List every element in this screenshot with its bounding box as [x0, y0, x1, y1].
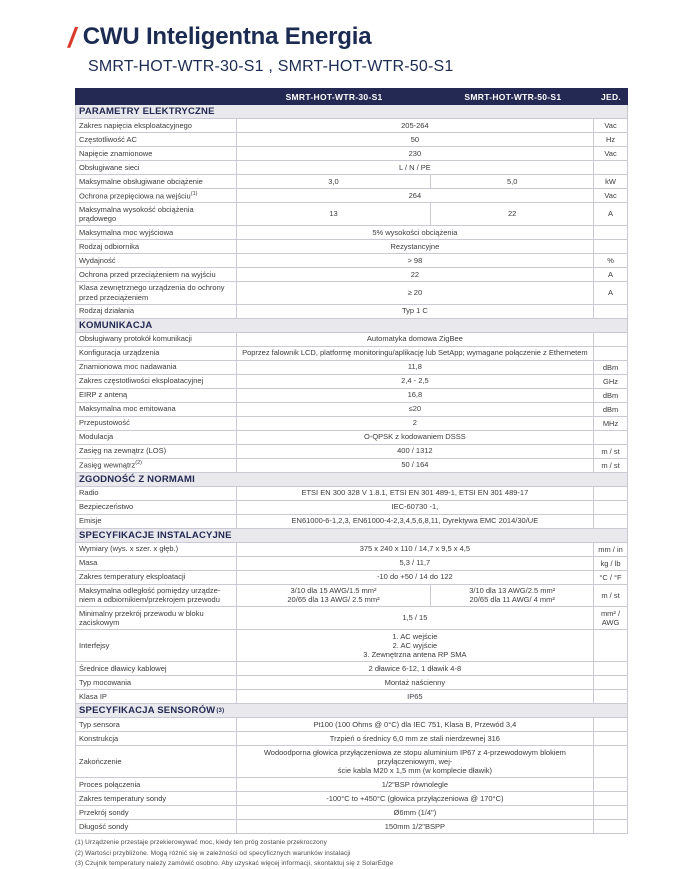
row-unit	[594, 305, 627, 318]
row-value-model-30: 3,0	[237, 175, 432, 188]
table-row	[76, 543, 627, 557]
row-unit	[594, 820, 627, 833]
row-label: Klasa IP	[76, 690, 237, 703]
row-label: Ochrona przepięciowa na wejściu$^{(1)}$	[76, 189, 237, 202]
row-value: -100°C to +450°C (głowica przyłączeniowa @ 170°C)	[237, 792, 594, 805]
table-row	[76, 147, 627, 161]
row-unit: Vac	[604, 121, 617, 130]
row-label: Zakończenie	[76, 746, 237, 777]
row-unit: %	[607, 255, 614, 265]
row-unit: MHz	[602, 418, 619, 428]
footnote-line: (1) Urządzenie przestaje przekierowywać moc, kiedy ten próg zostanie przekroczony	[75, 839, 327, 847]
row-unit: A	[608, 288, 614, 298]
table-row	[76, 662, 627, 676]
table-row	[76, 389, 627, 403]
footnote-line: (3) Czujnik temperatury należy zamówić osobno. Aby uzyskać więcej informacji, skontaktuj się z SolarEdge	[75, 860, 394, 868]
row-value: Trzpień o średnicy 6,0 mm ze stali nierdzewnej 316	[237, 732, 594, 745]
row-value: 264	[237, 189, 594, 202]
row-value-model-50: 5,0	[431, 175, 594, 188]
table-row	[76, 375, 627, 389]
row-label: Zakres napięcia eksploatacyjnego	[76, 119, 237, 132]
row-unit: dBm	[602, 390, 619, 400]
row-unit	[594, 515, 627, 528]
page-title: CWU Inteligentna Energia	[82, 23, 372, 50]
row-value: O-QPSK z kodowaniem DSSS	[237, 431, 594, 444]
row-value: 50	[237, 133, 594, 146]
row-label: Obsługiwany protokół komunikacji	[76, 333, 237, 346]
row-label: Minimalny przekrój przewodu w bloku zaciskowym	[76, 607, 237, 629]
section-header: KOMUNIKACJA	[76, 319, 627, 333]
brand-slash-icon: /	[68, 22, 76, 53]
row-unit: mm² / AWG	[600, 609, 621, 628]
table-row	[76, 732, 627, 746]
table-row	[76, 133, 627, 147]
row-label: EIRP z anteną	[76, 389, 237, 402]
row-unit: dBm	[602, 362, 619, 372]
table-row	[76, 347, 627, 361]
table-row	[76, 203, 627, 226]
row-label: Zakres częstotliwości eksploatacyjnej	[76, 375, 237, 388]
row-unit: GHz	[603, 376, 619, 386]
row-unit	[594, 662, 627, 675]
row-unit: dBm	[602, 404, 619, 414]
row-unit	[594, 431, 627, 444]
row-label: Radio	[76, 487, 237, 500]
row-label: Modulacja	[76, 431, 237, 444]
table-row	[76, 585, 627, 608]
table-row	[76, 445, 627, 459]
table-row	[76, 630, 627, 662]
row-label: Długość sondy	[76, 820, 237, 833]
row-label: Ochrona przed przeciążeniem na wyjściu	[76, 268, 237, 281]
row-value: EN61000-6-1,2,3, EN61000-4-2,3,4,5,6,8,11, Dyrektywa EMC 2014/30/UE	[237, 515, 594, 528]
row-value: -10 do +50 / 14 do 122	[237, 571, 594, 584]
page-subtitle: SMRT-HOT-WTR-30-S1 , SMRT-HOT-WTR-50-S1	[88, 58, 454, 75]
section-header: PARAMETRY ELEKTRYCZNE	[76, 105, 627, 119]
row-value: 150mm 1/2"BSPP	[237, 820, 594, 833]
row-unit: Vac	[604, 191, 617, 200]
row-value: L / N / PE	[237, 161, 594, 174]
row-value: 1,5 / 15	[237, 607, 594, 629]
row-label: Interfejsy	[76, 630, 237, 661]
row-value: ≥ 20	[237, 282, 594, 304]
row-label: Maksymalne obsługiwane obciążenie	[76, 175, 237, 188]
table-row	[76, 119, 627, 133]
row-value: 2	[237, 417, 594, 430]
row-value: Rezystancyjne	[237, 240, 594, 253]
table-row	[76, 487, 627, 501]
table-row	[76, 361, 627, 375]
row-label: Klasa zewnętrznego urządzenia do ochrony przed przeciążeniem	[76, 282, 237, 304]
row-value: Typ 1 C	[237, 305, 594, 318]
row-unit	[594, 161, 627, 174]
row-value: 11,8	[237, 361, 594, 374]
row-value: Automatyka domowa ZigBee	[237, 333, 594, 346]
table-body	[76, 105, 627, 834]
table-row	[76, 718, 627, 732]
table-row	[76, 501, 627, 515]
row-value: 22	[237, 268, 594, 281]
row-value: IEC-60730 -1,	[237, 501, 594, 514]
row-value: 1. AC wejście 2. AC wyjście 3. Zewnętrzna antena RP SMA	[237, 630, 594, 661]
row-value: 16,8	[237, 389, 594, 402]
row-unit: Vac	[604, 149, 617, 158]
row-unit	[594, 676, 627, 689]
table-row	[76, 226, 627, 240]
row-label: Maksymalna moc emitowana	[76, 403, 237, 416]
table-header-row	[75, 88, 628, 105]
table-row	[76, 820, 627, 834]
row-value: Poprzez falownik LCD, platformę monitoringu/aplikację lub SetApp; wymagane połączenie z Ethernetem	[237, 347, 594, 360]
page-header	[68, 24, 628, 52]
row-value-model-50: 22	[431, 203, 594, 225]
row-label: Zasięg wewnątrz$^{(2)}$	[76, 459, 237, 472]
row-unit: °C / °F	[599, 572, 622, 582]
row-value: ETSI EN 300 328 V 1.8.1, ETSI EN 301 489-1, ETSI EN 301 489-17	[237, 487, 594, 500]
row-unit	[594, 630, 627, 661]
table-row	[76, 557, 627, 571]
table-row	[76, 676, 627, 690]
row-label: Zasięg na zewnątrz (LOS)	[76, 445, 237, 458]
row-value: Pt100 (100 Ohms @ 0°C) dla IEC 751, Klasa B, Przewód 3,4	[237, 718, 594, 731]
row-unit	[594, 333, 627, 346]
row-unit	[594, 778, 627, 791]
table-row	[76, 417, 627, 431]
row-label: Konstrukcja	[76, 732, 237, 745]
row-label: Rodzaj odbiornika	[76, 240, 237, 253]
table-row	[76, 806, 627, 820]
row-unit	[594, 732, 627, 745]
row-label: Napięcie znamionowe	[76, 147, 237, 160]
table-row	[76, 403, 627, 417]
row-value: IP65	[237, 690, 594, 703]
row-unit: kg / lb	[600, 558, 621, 568]
table-row	[76, 175, 627, 189]
row-unit	[594, 718, 627, 731]
row-value-model-30: 13	[237, 203, 432, 225]
table-row	[76, 305, 627, 319]
table-row	[76, 254, 627, 268]
table-header-model-30: SMRT-HOT-WTR-30-S1	[285, 91, 383, 102]
table-row	[76, 607, 627, 630]
table-row	[76, 515, 627, 529]
table-row	[76, 571, 627, 585]
row-label: Konfiguracja urządzenia	[76, 347, 237, 360]
row-unit: kW	[605, 177, 616, 186]
row-value: 2,4 - 2,5	[237, 375, 594, 388]
row-unit	[594, 487, 627, 500]
row-unit: m / st	[601, 446, 620, 456]
row-label: Wymiary (wys. x szer. x głęb.)	[76, 543, 237, 556]
table-header-model-50: SMRT-HOT-WTR-50-S1	[464, 91, 562, 102]
table-row	[76, 431, 627, 445]
row-value: 230	[237, 147, 594, 160]
row-label: Typ sensora	[76, 718, 237, 731]
row-label: Rodzaj działania	[76, 305, 237, 318]
row-value: Montaż naścienny	[237, 676, 594, 689]
row-label: Typ mocowania	[76, 676, 237, 689]
row-value: > 98	[237, 254, 594, 267]
table-row	[76, 282, 627, 305]
section-header: ZGODNOŚĆ Z NORMAMI	[76, 473, 627, 487]
footnotes	[75, 838, 628, 869]
table-row	[76, 240, 627, 254]
row-label: Zakres temperatury eksploatacji	[76, 571, 237, 584]
table-row	[76, 189, 627, 203]
row-value: 400 / 1312	[237, 445, 594, 458]
table-header-unit: JED.	[601, 91, 622, 102]
row-unit: A	[608, 269, 614, 279]
table-row	[76, 333, 627, 347]
row-label: Zakres temperatury sondy	[76, 792, 237, 805]
row-unit: A	[608, 209, 614, 219]
row-value: Ø6mm (1/4")	[237, 806, 594, 819]
row-value: ≤20	[237, 403, 594, 416]
row-unit	[594, 347, 627, 360]
row-label: Znamionowa moc nadawania	[76, 361, 237, 374]
table-row	[76, 690, 627, 704]
table-row	[76, 746, 627, 778]
table-row	[76, 268, 627, 282]
row-unit: m / st	[601, 460, 620, 470]
table-row	[76, 161, 627, 175]
row-label: Masa	[76, 557, 237, 570]
row-unit	[594, 746, 627, 777]
row-unit	[594, 806, 627, 819]
row-value-model-30: 3/10 dla 15 AWG/1.5 mm² 20/65 dla 13 AWG/ 2.5 mm²	[237, 585, 432, 607]
row-label: Maksymalna moc wyjściowa	[76, 226, 237, 239]
row-value: 1/2"BSP równolegle	[237, 778, 594, 791]
row-label: Wydajność	[76, 254, 237, 267]
row-unit	[594, 792, 627, 805]
section-header: SPECYFIKACJE INSTALACYJNE	[76, 529, 627, 543]
row-label: Obsługiwane sieci	[76, 161, 237, 174]
row-unit: m / st	[601, 590, 620, 600]
row-label: Bezpieczeństwo	[76, 501, 237, 514]
row-unit	[594, 690, 627, 703]
row-value: 205-264	[237, 119, 594, 132]
row-label: Przepustowość	[76, 417, 237, 430]
row-label: Emisje	[76, 515, 237, 528]
row-label: Proces połączenia	[76, 778, 237, 791]
row-unit: Hz	[605, 135, 616, 144]
row-unit: mm / in	[598, 544, 623, 554]
row-value-model-50: 3/10 dla 13 AWG/2.5 mm² 20/65 dla 11 AWG/ 4 mm²	[431, 585, 594, 607]
row-label: Maksymalna wysokość obciążenia prądowego	[76, 203, 237, 225]
row-value: Wodoodporna głowica przyłączeniowa ze stopu aluminium IP67 z 4-przewodowym blokiem przyłączeniowym, wej- ście kabla M20 x 1,5 mm (w komplecie dławik)	[237, 746, 594, 777]
row-value: 5,3 / 11,7	[237, 557, 594, 570]
row-label: Maksymalna odległość pomiędzy urządze- niem a odbiornikiem/przekrojem przewodu	[76, 585, 237, 607]
row-value: 2 dławice 6-12, 1 dławik 4-8	[237, 662, 594, 675]
table-row	[76, 778, 627, 792]
row-label: Przekrój sondy	[76, 806, 237, 819]
table-row	[76, 792, 627, 806]
table-row	[76, 459, 627, 473]
row-value: 375 x 240 x 110 / 14,7 x 9,5 x 4,5	[237, 543, 594, 556]
row-value: 5% wysokości obciążenia	[237, 226, 594, 239]
row-unit	[594, 501, 627, 514]
row-unit	[594, 226, 627, 239]
row-unit	[594, 240, 627, 253]
row-label: Średnice dławicy kablowej	[76, 662, 237, 675]
section-header: SPECYFIKACJA SENSORÓW (3)	[76, 704, 627, 718]
footnote-line: (2) Wartości przybliżone. Mogą różnić się w zależności od specyficznych warunków instalacji	[75, 849, 351, 857]
spec-table	[75, 88, 628, 834]
row-value: 50 / 164	[237, 459, 594, 472]
row-label: Częstotliwość AC	[76, 133, 237, 146]
